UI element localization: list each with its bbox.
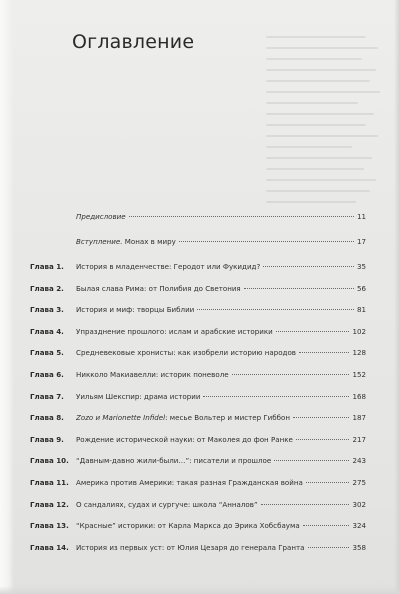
dot-leader bbox=[261, 504, 350, 505]
page-number: 217 bbox=[352, 434, 366, 444]
dot-leader bbox=[308, 547, 350, 548]
page-number: 275 bbox=[352, 477, 366, 487]
entry-title: Предисловие bbox=[76, 212, 126, 221]
page-number: 128 bbox=[352, 348, 366, 358]
chapter-label: Глава 5. bbox=[30, 348, 64, 358]
entry-title: Рождение исторической науки: от Маколея до фон Ранке bbox=[76, 434, 293, 444]
toc-entry-preface[interactable] bbox=[30, 212, 366, 237]
chapter-label: Глава 10. bbox=[30, 456, 69, 466]
page-number: 11 bbox=[356, 212, 366, 221]
table-of-contents bbox=[30, 212, 366, 564]
entry-title-italic: Zozo и Marionette Infidel bbox=[76, 413, 166, 423]
dot-leader bbox=[263, 266, 354, 267]
entry-title: Никколо Макиавелли: историк поневоле bbox=[76, 369, 229, 379]
dot-leader bbox=[276, 331, 350, 332]
chapter-label: Глава 12. bbox=[30, 499, 69, 509]
dot-leader bbox=[129, 216, 354, 217]
toc-entry-chapter-4[interactable] bbox=[30, 327, 366, 349]
page-edge-highlight bbox=[0, 0, 14, 594]
entry-title-rest: Монах в миру bbox=[122, 237, 176, 246]
page-number: 243 bbox=[352, 456, 366, 466]
chapter-label: Глава 2. bbox=[30, 283, 64, 293]
toc-entry-chapter-12[interactable] bbox=[30, 500, 366, 522]
toc-entry-chapter-1[interactable] bbox=[30, 262, 366, 284]
toc-entry-chapter-2[interactable] bbox=[30, 284, 366, 306]
toc-entry-chapter-13[interactable] bbox=[30, 521, 366, 543]
dot-leader bbox=[179, 241, 354, 242]
page-number: 35 bbox=[356, 262, 366, 271]
dot-leader bbox=[197, 309, 354, 310]
entry-title: “Давным-давно жили-были…”: писатели и прошлое bbox=[76, 456, 272, 466]
toc-entry-chapter-10[interactable] bbox=[30, 456, 366, 478]
entry-title bbox=[76, 237, 176, 246]
dot-leader bbox=[203, 396, 349, 397]
chapter-label: Глава 4. bbox=[30, 326, 64, 336]
page-number: 302 bbox=[352, 499, 366, 509]
entry-title: История из первых уст: от Юлия Цезаря до генерала Гранта bbox=[76, 542, 305, 552]
chapter-label: Глава 11. bbox=[30, 477, 69, 487]
page-title: Оглавление bbox=[72, 31, 195, 53]
page-number: 187 bbox=[352, 413, 366, 423]
entry-title: Былая слава Рима: от Полибия до Светония bbox=[76, 283, 241, 293]
page-number: 152 bbox=[352, 369, 366, 379]
entry-title: История и миф: творцы Библии bbox=[76, 305, 195, 315]
toc-entry-chapter-3[interactable] bbox=[30, 305, 366, 327]
toc-entry-chapter-8[interactable] bbox=[30, 413, 366, 435]
page-bottom-shadow bbox=[0, 586, 400, 594]
page-number: 56 bbox=[356, 283, 366, 293]
chapter-label: Глава 1. bbox=[30, 262, 64, 271]
entry-title: История в младенчестве: Геродот или Фукидид? bbox=[76, 262, 261, 271]
entry-title: Америка против Америки: такая разная Гражданская война bbox=[76, 477, 303, 487]
toc-entry-chapter-6[interactable] bbox=[30, 370, 366, 392]
entry-title: Средневековые хронисты: как изобрели историю народов bbox=[76, 348, 296, 358]
toc-entry-chapter-5[interactable] bbox=[30, 348, 366, 370]
dot-leader bbox=[274, 460, 349, 461]
page-number: 358 bbox=[352, 542, 366, 552]
chapter-label: Глава 13. bbox=[30, 521, 69, 531]
page-number: 17 bbox=[356, 237, 366, 246]
toc-entry-chapter-11[interactable] bbox=[30, 478, 366, 500]
chapter-label: Глава 6. bbox=[30, 369, 64, 379]
toc-entry-introduction[interactable] bbox=[30, 237, 366, 262]
page-number: 102 bbox=[352, 326, 366, 336]
page-number: 324 bbox=[352, 521, 366, 531]
chapter-label: Глава 7. bbox=[30, 391, 64, 401]
toc-entry-chapter-14[interactable] bbox=[30, 543, 366, 565]
dot-leader bbox=[244, 288, 354, 289]
entry-title-italic: Вступление. bbox=[76, 237, 123, 246]
chapter-label: Глава 14. bbox=[30, 542, 69, 552]
dot-leader bbox=[293, 417, 349, 418]
entry-title-rest: : месье Вольтер и мистер Гиббон bbox=[165, 413, 291, 423]
page-shadow bbox=[394, 0, 400, 594]
dot-leader bbox=[299, 352, 349, 353]
dot-leader bbox=[232, 374, 350, 375]
dot-leader bbox=[303, 525, 350, 526]
chapter-label: Глава 8. bbox=[30, 413, 64, 423]
entry-title: Уильям Шекспир: драма истории bbox=[76, 391, 201, 401]
toc-entry-chapter-9[interactable] bbox=[30, 435, 366, 457]
chapter-label: Глава 9. bbox=[30, 434, 64, 444]
dot-leader bbox=[306, 482, 350, 483]
page-number: 168 bbox=[352, 391, 366, 401]
entry-title: “Красные” историки: от Карла Маркса до Эрика Хобсбаума bbox=[76, 521, 300, 531]
chapter-label: Глава 3. bbox=[30, 305, 64, 315]
page-number: 81 bbox=[356, 305, 366, 315]
show-through-text bbox=[266, 36, 386, 212]
entry-title: О сандалиях, судах и сургуче: школа “Анналов” bbox=[76, 499, 258, 509]
entry-title bbox=[76, 413, 290, 422]
entry-title: Упразднение прошлого: ислам и арабские историки bbox=[76, 326, 273, 336]
dot-leader bbox=[296, 439, 350, 440]
toc-entry-chapter-7[interactable] bbox=[30, 392, 366, 414]
